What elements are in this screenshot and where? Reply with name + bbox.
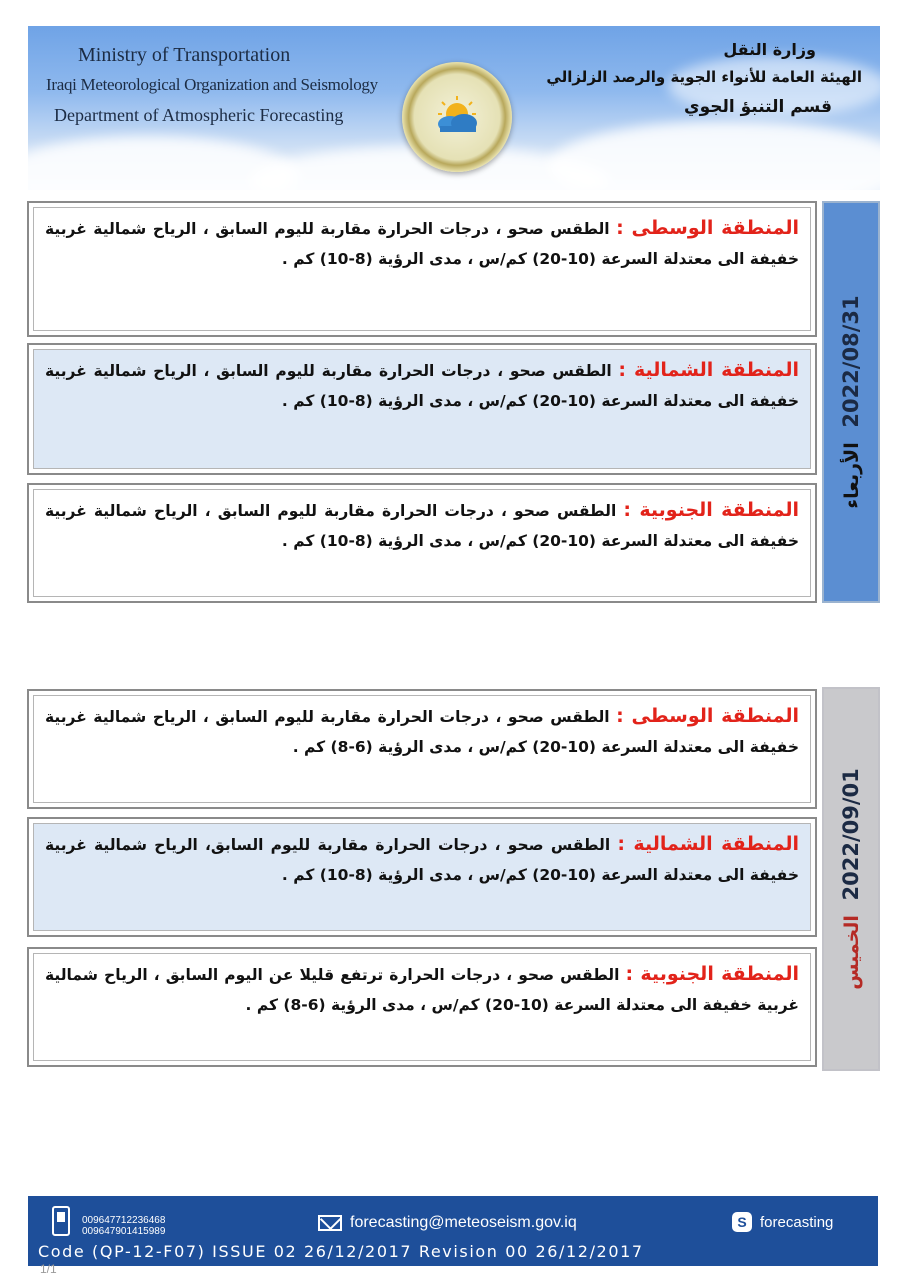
- organization-logo: [402, 62, 512, 172]
- forecast-box-north-day2: [27, 817, 817, 937]
- page-number: 1/1: [40, 1262, 57, 1276]
- email-link[interactable]: forecasting@meteoseism.gov.iq: [350, 1214, 577, 1231]
- mail-icon: [318, 1215, 342, 1231]
- organization-name-en: Iraqi Meteorological Organization and Seismology: [46, 75, 378, 94]
- date-label: [839, 295, 863, 508]
- phone-icon: [52, 1206, 70, 1236]
- department-name-en: Department of Atmospheric Forecasting: [54, 105, 344, 125]
- region-label: المنطقة الوسطى :: [616, 705, 800, 727]
- day-name: الأربعاء: [841, 442, 863, 509]
- forecast-text: الطقس صحو ، درجات الحرارة مقاربة لليوم السابق، الرياح شمالية غربية خفيفة الى معتدلة السرعة (10-20) كم/س ، مدى الرؤية (8-10) كم .: [45, 836, 799, 884]
- forecast-text: الطقس صحو ، درجات الحرارة مقاربة لليوم السابق ، الرياح شمالية غربية خفيفة الى معتدلة السرعة (10-20) كم/س ، مدى الرؤية (8-10) كم .: [45, 220, 799, 268]
- day-name: الخميس: [841, 915, 863, 990]
- forecast-box-north-day1: [27, 343, 817, 475]
- department-name-ar: قسم التنبؤ الجوي: [684, 97, 832, 117]
- footer-bar: [28, 1196, 878, 1266]
- header-arabic-block: [546, 36, 862, 124]
- region-label: المنطقة الجنوبية :: [625, 963, 799, 985]
- date-value: 2022/08/31: [839, 295, 863, 428]
- organization-name-ar: الهيئة العامة للأنواء الجوية والرصد الزلزالي: [546, 68, 862, 86]
- forecast-text: الطقس صحو ، درجات الحرارة مقاربة لليوم السابق ، الرياح شمالية غربية خفيفة الى معتدلة السرعة (10-20) كم/س ، مدى الرؤية (8-10) كم .: [45, 362, 799, 410]
- header-english-block: [46, 40, 378, 130]
- forecast-box-south-day2: [27, 947, 817, 1067]
- region-label: المنطقة الشمالية :: [618, 359, 799, 381]
- phone-number-1: 009647712236468: [82, 1215, 166, 1226]
- forecast-box-central-day1: [27, 201, 817, 337]
- forecast-box-south-day1: [27, 483, 817, 603]
- cloud-decoration: [548, 121, 880, 190]
- skype-icon: S: [732, 1212, 752, 1232]
- date-value: 2022/09/01: [839, 768, 863, 901]
- forecast-text: الطقس صحو ، درجات الحرارة ترتفع قليلا عن اليوم السابق ، الرياح شمالية غربية خفيفة الى معتدلة السرعة (10-20) كم/س ، مدى الرؤية (6-8) كم .: [45, 966, 799, 1014]
- date-bar-day1: [822, 201, 880, 603]
- region-label: المنطقة الجنوبية :: [623, 499, 799, 521]
- date-bar-day2: [822, 687, 880, 1071]
- document-code-line: Code (QP-12-F07) ISSUE 02 26/12/2017 Revision 00 26/12/2017: [38, 1242, 644, 1261]
- region-label: المنطقة الشمالية :: [617, 833, 799, 855]
- phone-numbers: [82, 1215, 165, 1237]
- forecast-box-central-day2: [27, 689, 817, 809]
- date-label: [839, 768, 863, 990]
- header-banner: [28, 26, 880, 190]
- forecast-text: الطقس صحو ، درجات الحرارة مقاربة لليوم السابق ، الرياح شمالية غربية خفيفة الى معتدلة السرعة (10-20) كم/س ، مدى الرؤية (8-10) كم .: [45, 502, 799, 550]
- sun-cloud-icon: [432, 94, 482, 136]
- skype-handle[interactable]: forecasting: [760, 1214, 834, 1231]
- forecast-text: الطقس صحو ، درجات الحرارة مقاربة لليوم السابق ، الرياح شمالية غربية خفيفة الى معتدلة السرعة (10-20) كم/س ، مدى الرؤية (6-8) كم .: [45, 708, 799, 756]
- region-label: المنطقة الوسطى :: [616, 217, 800, 239]
- ministry-name-ar: وزارة النقل: [723, 40, 816, 59]
- ministry-name-en: Ministry of Transportation: [78, 44, 291, 66]
- phone-number-2: 009647901415989: [82, 1226, 166, 1237]
